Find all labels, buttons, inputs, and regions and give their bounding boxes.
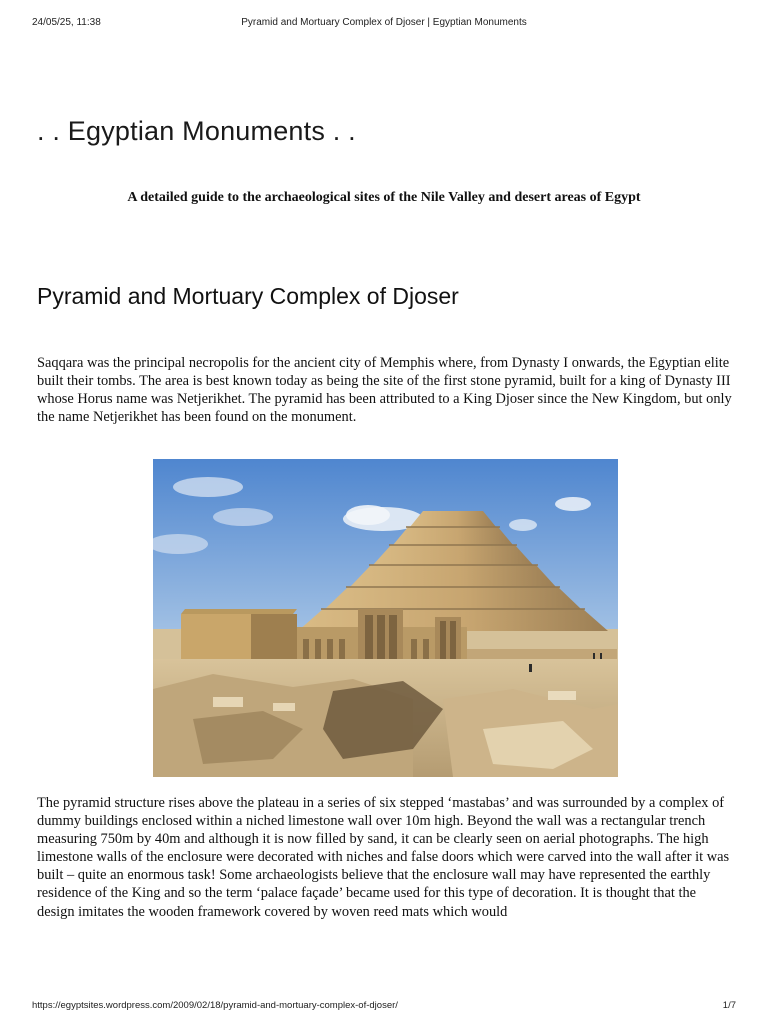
print-url: https://egyptsites.wordpress.com/2009/02/18/pyramid-and-mortuary-complex-of-djoser/ <box>32 1000 398 1011</box>
post-title[interactable]: Pyramid and Mortuary Complex of Djoser <box>37 283 459 309</box>
print-page-number: 1/7 <box>722 1000 736 1011</box>
print-header <box>32 17 736 31</box>
post-paragraph-2: The pyramid structure rises above the plateau in a series of six stepped ‘mastabas’ and was surrounded by a complex of dummy buildings enclosed within a niched limestone wall over 10m high. Beyond the wall was a rectangular trench measuring 750m by 40m and although it is now filled by sand, it can be clearly seen on aerial photographs. The high limestone walls of the enclosure were decorated with niches and false doors which were carved into the wall after it was built – quite an enormous task! Some archaeologists believe that the enclosure wall may have represented the earthly residence of the King and so the term ‘palace façade’ became used for this type of decoration. It is thought that the design imitates the wooden framework covered by woven reed mats which would <box>37 795 730 920</box>
post-paragraph-1: Saqqara was the principal necropolis for the ancient city of Memphis where, from Dynasty I onwards, the Egyptian elite built their tombs. The area is best known today as being the site of the first stone pyramid, built for a king of Dynasty III whose Horus name was Netjerikhet. The pyramid has been attributed to a King Djoser since the New Kingdom, but only the name Netjerikhet has been found on the monument. <box>37 355 732 426</box>
djoser-pyramid-photo <box>153 459 618 777</box>
print-datetime: 24/05/25, 11:38 <box>32 17 101 28</box>
print-page-title: Pyramid and Mortuary Complex of Djoser | Egyptian Monuments <box>241 17 527 28</box>
site-title[interactable]: . . Egyptian Monuments . . <box>37 116 356 146</box>
print-footer <box>32 1000 736 1014</box>
site-tagline: A detailed guide to the archaeological sites of the Nile Valley and desert areas of Egypt <box>127 190 641 205</box>
